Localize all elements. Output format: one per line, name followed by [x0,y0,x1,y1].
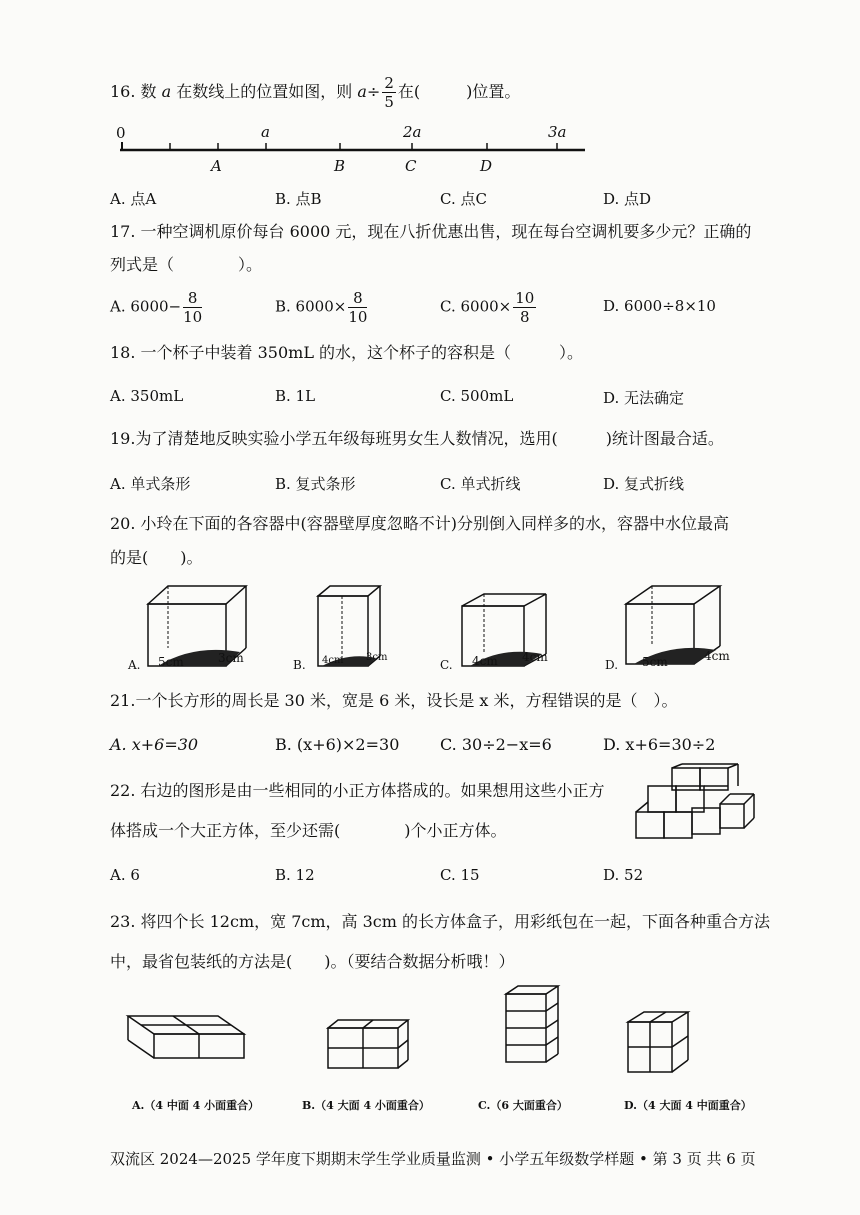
q22-option-d[interactable]: D. 52 [603,866,644,884]
container-d-depth: 4cm [704,649,730,663]
question-18: 18. 一个杯子中装着 350mL 的水，这个杯子的容积是（ ）。 [110,343,584,362]
q21-option-b[interactable]: B. (x+6)×2=30 [275,735,400,754]
question-17-line2: 列式是（ ）。 [110,255,263,274]
question-22-line1: 22. 右边的图形是由一些相同的小正方体搭成的。如果想用这些小正方 [110,781,605,800]
q16-div: ÷ [366,82,381,101]
nl-point-b: B [334,157,346,175]
container-d-letter[interactable]: D. [605,658,619,672]
question-21: 21.一个长方形的周长是 30 米，宽是 6 米，设长是 x 米，方程错误的是（ ）。 [110,691,678,710]
q17-option-d[interactable]: D. 6000÷8×10 [603,297,716,315]
q19-option-d[interactable]: D. 复式折线 [603,475,685,493]
q22-option-b[interactable]: B. 12 [275,866,315,884]
q23-option-c[interactable]: C.（6 大面重合） [478,1099,568,1112]
q19-option-a[interactable]: A. 单式条形 [110,475,191,493]
question-20-line2: 的是( )。 [110,548,203,567]
q19-option-c[interactable]: C. 单式折线 [440,475,521,493]
container-a-depth: 3cm [218,651,244,665]
nl-zero: 0 [116,124,126,142]
container-c-depth: 4cm [522,650,548,664]
q16-var: a [357,82,367,101]
q16-var: a [161,82,172,101]
question-16 [110,74,520,111]
q19-option-b[interactable]: B. 复式条形 [275,475,356,493]
q16-post2: )位置。 [466,82,521,101]
q17-option-a[interactable] [110,289,204,326]
q17-b-fraction [348,289,367,326]
q18-option-d[interactable]: D. 无法确定 [603,389,685,407]
nl-point-a: A [211,157,222,175]
box-arrangement-d [628,1012,708,1082]
question-17-line1: 17. 一种空调机原价每台 6000 元，现在八折优惠出售，现在每台空调机要多少元？正确的 [110,222,752,241]
container-b-letter[interactable]: B. [293,658,306,672]
q17-c-num: 10 [515,289,535,307]
q21-option-c[interactable]: C. 30÷2−x=6 [440,735,552,754]
container-a-letter[interactable]: A. [128,658,141,672]
q23-option-b[interactable]: B.（4 大面 4 小面重合） [302,1099,430,1112]
question-23-line2: 中，最省包装纸的方法是( )。（要结合数据分析哦！） [110,952,515,971]
container-c-letter[interactable]: C. [440,658,453,672]
question-22-line2: 体搭成一个大正方体，至少还需( )个小正方体。 [110,821,507,840]
q16-num: 2 [384,74,394,92]
question-23-line1: 23. 将四个长 12cm，宽 7cm，高 3cm 的长方体盒子，用彩纸包在一起，下面各种重合方法 [110,912,770,931]
box-arrangement-b [328,1020,438,1070]
q17-option-c[interactable] [440,289,538,326]
q21-option-d[interactable]: D. x+6=30÷2 [603,735,716,754]
nl-point-d: D [480,157,493,175]
q17-b-prefix: B. 6000× [275,297,347,316]
q17-option-b[interactable] [275,289,369,326]
q17-a-fraction [183,289,202,326]
question-20-line1: 20. 小玲在下面的各容器中(容器壁厚度忽略不计)分别倒入同样多的水，容器中水位最高 [110,514,730,533]
q16-text: 16. 数 [110,82,162,101]
container-d-width: 5cm [642,655,668,669]
number-line [0,130,860,190]
q16-option-a[interactable]: A. 点A [110,190,157,208]
q22-option-c[interactable]: C. 15 [440,866,480,884]
q16-option-d[interactable]: D. 点D [603,190,652,208]
q17-c-den: 8 [520,308,530,326]
q23-option-a[interactable]: A.（4 中面 4 小面重合） [132,1099,260,1112]
nl-point-c: C [405,157,417,175]
q16-option-c[interactable]: C. 点C [440,190,487,208]
question-19: 19.为了清楚地反映实验小学五年级每班男女生人数情况，选用( )统计图最合适。 [110,429,724,448]
q18-option-c[interactable]: C. 500mL [440,387,514,405]
cube-stack-figure [636,764,756,844]
box-arrangement-c [506,986,576,1066]
q17-c-fraction [513,289,536,326]
q17-b-den: 10 [348,308,368,326]
q23-option-d[interactable]: D.（4 大面 4 中面重合） [624,1099,752,1112]
container-b-width: 4cm [322,655,344,666]
container-a-width: 5cm [158,655,184,669]
nl-3a: 3a [548,123,567,141]
nl-2a: 2a [403,123,422,141]
q17-a-prefix: A. 6000− [110,297,182,316]
q17-c-prefix: C. 6000× [440,297,512,316]
nl-a: a [261,123,270,141]
q16-den: 5 [384,93,394,111]
q18-option-b[interactable]: B. 1L [275,387,316,405]
container-b-depth: 3cm [366,652,388,663]
q22-option-a[interactable]: A. 6 [110,866,140,884]
q16-text-mid: 在数线上的位置如图，则 [171,82,358,101]
q16-post: 在( [397,82,421,101]
q17-b-num: 8 [348,289,367,308]
q17-a-den: 10 [183,308,203,326]
q16-fraction [382,74,396,111]
box-arrangement-a [128,1012,258,1062]
container-c-width: 4cm [472,654,498,668]
q16-option-b[interactable]: B. 点B [275,190,322,208]
q17-a-num: 8 [183,289,202,308]
q18-option-a[interactable]: A. 350mL [110,387,184,405]
q21-option-a[interactable]: A. x+6=30 [110,735,199,754]
page-footer: 双流区 2024—2025 学年度下期期末学生学业质量监测 • 小学五年级数学样题 • 第 3 页 共 6 页 [110,1150,756,1168]
